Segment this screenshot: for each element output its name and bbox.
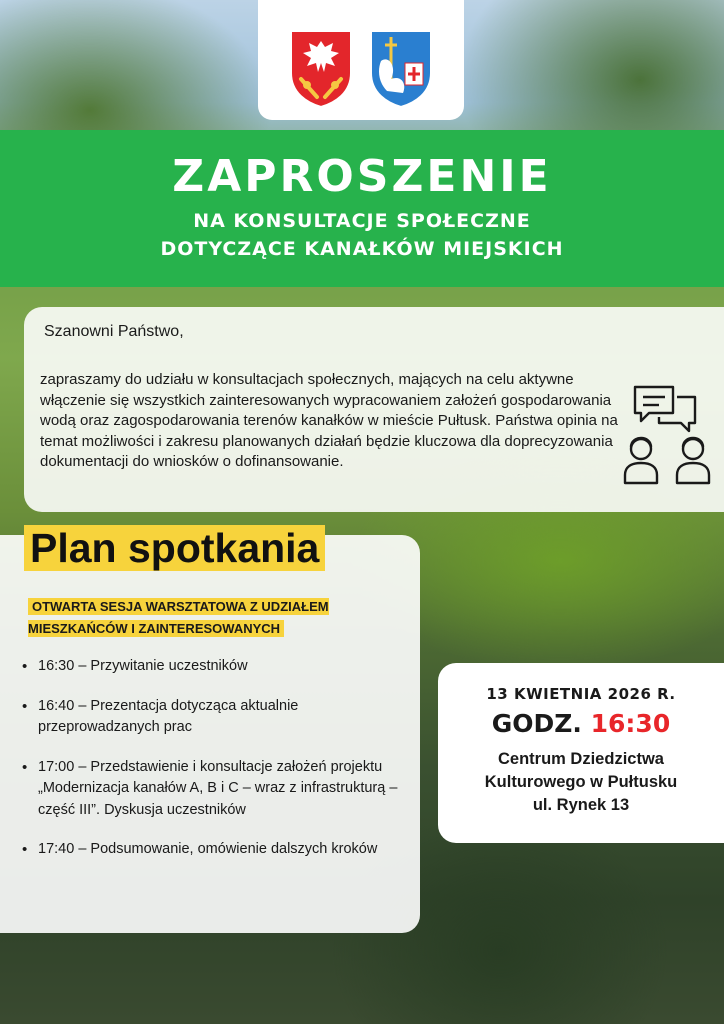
page-title: ZAPROSZENIE: [172, 150, 552, 202]
intro-panel: [24, 307, 724, 512]
logo-panel: [258, 0, 464, 120]
agenda-list: [20, 656, 415, 879]
event-time-label: GODZ.: [491, 709, 582, 738]
plan-title: Plan spotkania: [24, 525, 325, 571]
header-band: [0, 130, 724, 287]
event-time-value: 16:30: [590, 709, 671, 738]
plan-subtitle: [28, 596, 408, 640]
subtitle-line-2: DOTYCZĄCE KANAŁKÓW MIEJSKICH: [160, 237, 564, 260]
subtitle-line-1: NA KONSULTACJE SPOŁECZNE: [193, 210, 531, 233]
event-venue: [438, 748, 724, 817]
venue-line-1: Centrum Dziedzictwa: [498, 750, 664, 768]
venue-line-3: ul. Rynek 13: [532, 796, 630, 814]
event-info-panel: [438, 663, 724, 843]
agenda-item: • 17:40 – Podsumowanie, omówienie dalszych kroków: [20, 839, 415, 861]
bishop-coat-of-arms-icon: [367, 27, 435, 109]
agenda-item: • 17:00 – Przedstawienie i konsultacje założeń projektu „Modernizacja kanałów A, B i C – wraz z infrastrukturą – część III”. Dyskusja uczestników: [20, 757, 415, 822]
greeting: Szanowni Państwo,: [44, 323, 184, 340]
venue-line-2: Kulturowego w Pułtusku: [484, 773, 678, 791]
event-date: 13 KWIETNIA 2026 R.: [486, 685, 676, 703]
person-icon-left: [625, 438, 657, 483]
intro-text: zapraszamy do udziału w konsultacjach społecznych, mających na celu aktywne włączenie się wszystkich zainteresowanych wypracowaniem założeń gospodarowania wodą oraz zagospodarowania terenów kanałków w mieście Pułtusk. Państwa opinia na temat możliwości i zakresu planowanych działań będzie kluczowa dla doprecyzowania dokumentacji do wniosków o dofinansowanie.: [40, 371, 618, 470]
plan-subtitle-text: OTWARTA SESJA WARSZTATOWA Z UDZIAŁEM MIESZKAŃCÓW I ZAINTERESOWANYCH: [28, 599, 329, 636]
people-discussion-icon: [619, 379, 724, 491]
page-subtitle: [160, 208, 563, 263]
agenda-item: • 16:40 – Prezentacja dotycząca aktualnie przeprowadzanych prac: [20, 696, 415, 739]
event-time: [438, 709, 724, 738]
eagle-coat-of-arms-icon: [287, 27, 355, 109]
person-icon-right: [677, 438, 709, 483]
agenda-item: • 16:30 – Przywitanie uczestników: [20, 656, 415, 678]
